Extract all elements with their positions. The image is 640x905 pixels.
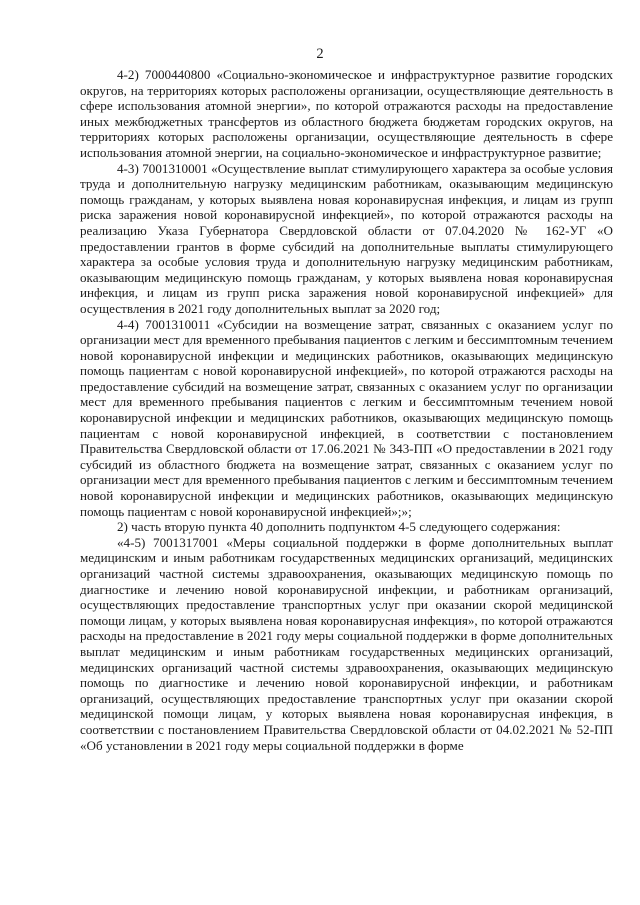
document-body [80,67,613,753]
paragraph-subitem-4-4: 4-4) 7001310011 «Субсидии на возмещение затрат, связанных с оказанием услуг по организации мест для временного пребывания пациентов с легким и бессимптомным течением новой коронавирусной инфекции и медицинских работников, оказывающих медицинскую помощь пациентам с новой коронавирусной инфекцией», по которой отражаются расходы на предоставление субсидий на возмещение затрат, связанных с оказанием услуг по организации мест для временного пребывания пациентов с легким и бессимптомным течением новой коронавирусной инфекции и медицинских работников, оказывающих медицинскую помощь пациентам с новой коронавирусной инфекцией, в соответствии с постановлением Правительства Свердловской области от 17.06.2021 № 343-ПП «О предоставлении в 2021 году субсидий из областного бюджета на возмещение затрат, связанных с оказанием услуг по организации мест для временного пребывания пациентов с легким и бессимптомным течением новой коронавирусной инфекции и медицинских работников, оказывающих медицинскую помощь пациентам с новой коронавирусной инфекцией»;»; [80,316,613,519]
paragraph-item-2: 2) часть вторую пункта 40 дополнить подпунктом 4-5 следующего содержания: [117,519,561,535]
page-number: 2 [316,46,324,62]
paragraph-subitem-4-3: 4-3) 7001310001 «Осуществление выплат стимулирующего характера за особые условия труда и дополнительную нагрузку медицинским работникам, оказывающим медицинскую помощь гражданам, у которых выявлена новая коронавирусная инфекция, и лицам из групп риска заражения новой коронавирусной инфекцией», по которой отражаются расходы на реализацию Указа Губернатора Свердловской области от 07.04.2020 № 162-УГ «О предоставлении грантов в форме субсидий на дополнительные выплаты стимулирующего характера за особые условия труда и дополнительную нагрузку медицинским работникам, оказывающим медицинскую помощь гражданам, у которых выявлена новая коронавирусная инфекция, и лицам из групп риска заражения новой коронавирусной инфекцией» для осуществления в 2021 году дополнительных выплат за 2020 год; [80,160,613,316]
paragraph-subitem-4-5: «4-5) 7001317001 «Меры социальной поддержки в форме дополнительных выплат медицинским и иным работникам государственных медицинских организаций, медицинских организаций частной системы здравоохранения, оказывающих медицинскую помощь по диагностике и лечению новой коронавирусной инфекции, и работникам организаций, осуществляющих предоставление транспортных услуг при оказании скорой медицинской помощи лицам, у которых выявлена новая коронавирусная инфекция», по которой отражаются расходы на предоставление в 2021 году меры социальной поддержки в форме дополнительных выплат медицинским и иным работникам государственных медицинских организаций, медицинских организаций частной системы здравоохранения, оказывающих медицинскую помощь по диагностике и лечению новой коронавирусной инфекции, и работникам организаций, осуществляющих предоставление транспортных услуг при оказании скорой медицинской помощи лицам, у которых выявлена новая коронавирусная инфекция, в соответствии с постановлением Правительства Свердловской области от 04.02.2021 № 52-ПП «Об установлении в 2021 году меры социальной поддержки в форме [80,534,613,753]
paragraph-subitem-4-2: 4-2) 7000440800 «Социально-экономическое и инфраструктурное развитие городских округов, на территориях которых расположены организации, осуществляющие деятельность в сфере использования атомной энергии», по которой отражаются расходы на предоставление иных межбюджетных трансфертов из областного бюджета бюджетам городских округов, на территориях которых расположены организации, осуществляющие деятельность в сфере использования атомной энергии, на социально-экономическое и инфраструктурное развитие; [80,67,613,160]
